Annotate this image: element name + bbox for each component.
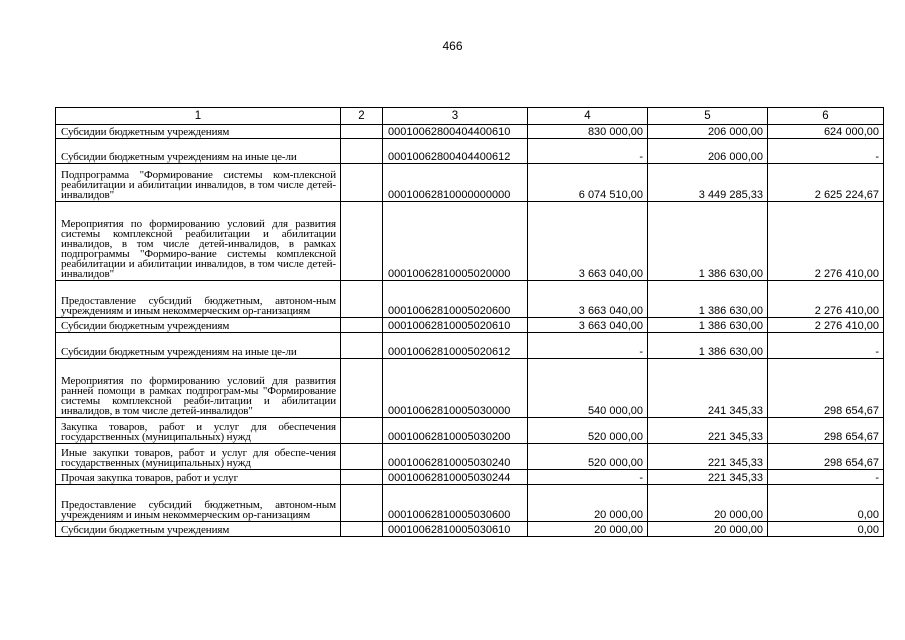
row-value-5-cell: 1 386 630,00 <box>648 318 768 333</box>
row-value-6-cell: 2 276 410,00 <box>768 202 884 281</box>
row-value-5-cell: 20 000,00 <box>648 485 768 522</box>
row-name-cell: Предоставление субсидий бюджетным, автоном-ным учреждениям и иным некоммерческим ор-ганизациям <box>56 281 341 318</box>
header-cell: 6 <box>768 108 884 125</box>
row-col2-cell <box>341 418 383 444</box>
row-name-cell: Субсидии бюджетным учреждениям <box>56 318 341 333</box>
row-value-6-cell: 2 625 224,67 <box>768 164 884 202</box>
header-cell: 1 <box>56 108 341 125</box>
row-value-5-cell: 20 000,00 <box>648 522 768 537</box>
row-code-cell: 00010062810005020612 <box>383 333 528 359</box>
row-value-4-cell: 6 074 510,00 <box>528 164 648 202</box>
row-value-5-cell: 3 449 285,33 <box>648 164 768 202</box>
row-name-cell: Субсидии бюджетным учреждениям на иные це-ли <box>56 139 341 164</box>
row-value-5-cell: 221 345,33 <box>648 444 768 470</box>
row-value-6-cell: 624 000,00 <box>768 125 884 139</box>
row-code-cell: 00010062810005030600 <box>383 485 528 522</box>
row-code-cell: 00010062810005020600 <box>383 281 528 318</box>
table-row <box>56 125 884 139</box>
row-value-4-cell: 3 663 040,00 <box>528 281 648 318</box>
row-value-6-cell: 2 276 410,00 <box>768 318 884 333</box>
row-col2-cell <box>341 139 383 164</box>
table-row <box>56 485 884 522</box>
table-row <box>56 333 884 359</box>
row-value-4-cell: - <box>528 333 648 359</box>
row-col2-cell <box>341 125 383 139</box>
row-value-4-cell: 520 000,00 <box>528 444 648 470</box>
row-value-6-cell: 0,00 <box>768 522 884 537</box>
row-value-5-cell: 1 386 630,00 <box>648 333 768 359</box>
row-name-cell: Предоставление субсидий бюджетным, автоном-ным учреждениям и иным некоммерческим ор-ганизациям <box>56 485 341 522</box>
row-value-4-cell: 830 000,00 <box>528 125 648 139</box>
table-row <box>56 202 884 281</box>
row-code-cell: 00010062810005020000 <box>383 202 528 281</box>
row-value-5-cell: 221 345,33 <box>648 418 768 444</box>
row-value-4-cell: - <box>528 139 648 164</box>
row-name-cell: Мероприятия по формированию условий для развития системы комплексной реабилитации и абилитации инвалидов, в том числе детей-инвалидов, в рамках подпрограммы "Формиро-вание системы комплексной реабилитации и абилитации инвалидов, в том числе детей-инвалидов" <box>56 202 341 281</box>
page-number: 466 <box>442 39 463 53</box>
row-value-5-cell: 206 000,00 <box>648 125 768 139</box>
row-value-4-cell: 3 663 040,00 <box>528 202 648 281</box>
table-row <box>56 281 884 318</box>
row-value-6-cell: 298 654,67 <box>768 418 884 444</box>
row-col2-cell <box>341 359 383 418</box>
row-col2-cell <box>341 333 383 359</box>
row-value-5-cell: 221 345,33 <box>648 470 768 485</box>
row-value-6-cell: - <box>768 470 884 485</box>
row-value-4-cell: 520 000,00 <box>528 418 648 444</box>
row-value-5-cell: 1 386 630,00 <box>648 281 768 318</box>
row-value-6-cell: 298 654,67 <box>768 359 884 418</box>
row-name-cell: Подпрограмма "Формирование системы ком-плексной реабилитации и абилитации инвалидов, в том числе детей-инвалидов" <box>56 164 341 202</box>
budget-table-body <box>56 108 884 537</box>
row-col2-cell <box>341 281 383 318</box>
table-row <box>56 318 884 333</box>
row-code-cell: 00010062810005030240 <box>383 444 528 470</box>
row-value-6-cell: 298 654,67 <box>768 444 884 470</box>
header-row <box>56 108 884 125</box>
row-name-cell: Мероприятия по формированию условий для развития ранней помощи в рамках подпрограм-мы "Формирование системы комплексной реаби-литации и абилитации инвалидов, в том числе детей-инвалидов" <box>56 359 341 418</box>
row-col2-cell <box>341 202 383 281</box>
row-name-cell: Субсидии бюджетным учреждениям <box>56 522 341 537</box>
row-name-cell: Субсидии бюджетным учреждениям на иные це-ли <box>56 333 341 359</box>
row-col2-cell <box>341 444 383 470</box>
row-col2-cell <box>341 522 383 537</box>
row-value-4-cell: - <box>528 470 648 485</box>
row-name-cell: Прочая закупка товаров, работ и услуг <box>56 470 341 485</box>
row-col2-cell <box>341 164 383 202</box>
row-code-cell: 00010062800404400612 <box>383 139 528 164</box>
row-value-4-cell: 540 000,00 <box>528 359 648 418</box>
row-value-4-cell: 20 000,00 <box>528 522 648 537</box>
header-cell: 3 <box>383 108 528 125</box>
row-value-5-cell: 206 000,00 <box>648 139 768 164</box>
row-name-cell: Субсидии бюджетным учреждениям <box>56 125 341 139</box>
row-code-cell: 00010062810005030200 <box>383 418 528 444</box>
row-value-6-cell: 2 276 410,00 <box>768 281 884 318</box>
header-cell: 4 <box>528 108 648 125</box>
row-name-cell: Закупка товаров, работ и услуг для обеспечения государственных (муниципальных) нужд <box>56 418 341 444</box>
table-row <box>56 444 884 470</box>
row-code-cell: 00010062810005030244 <box>383 470 528 485</box>
table-row <box>56 164 884 202</box>
row-code-cell: 00010062800404400610 <box>383 125 528 139</box>
row-value-4-cell: 20 000,00 <box>528 485 648 522</box>
header-cell: 2 <box>341 108 383 125</box>
row-code-cell: 00010062810005030610 <box>383 522 528 537</box>
row-value-6-cell: - <box>768 139 884 164</box>
table-row <box>56 359 884 418</box>
table-row <box>56 522 884 537</box>
row-value-6-cell: - <box>768 333 884 359</box>
header-cell: 5 <box>648 108 768 125</box>
row-value-5-cell: 1 386 630,00 <box>648 202 768 281</box>
row-value-4-cell: 3 663 040,00 <box>528 318 648 333</box>
row-value-5-cell: 241 345,33 <box>648 359 768 418</box>
table-row <box>56 418 884 444</box>
row-col2-cell <box>341 485 383 522</box>
row-value-6-cell: 0,00 <box>768 485 884 522</box>
row-name-cell: Иные закупки товаров, работ и услуг для обеспе-чения государственных (муниципальных) нужд <box>56 444 341 470</box>
table-row <box>56 470 884 485</box>
budget-table <box>55 107 884 537</box>
row-code-cell: 00010062810005020610 <box>383 318 528 333</box>
row-col2-cell <box>341 470 383 485</box>
row-code-cell: 00010062810000000000 <box>383 164 528 202</box>
row-code-cell: 00010062810005030000 <box>383 359 528 418</box>
table-row <box>56 139 884 164</box>
row-col2-cell <box>341 318 383 333</box>
